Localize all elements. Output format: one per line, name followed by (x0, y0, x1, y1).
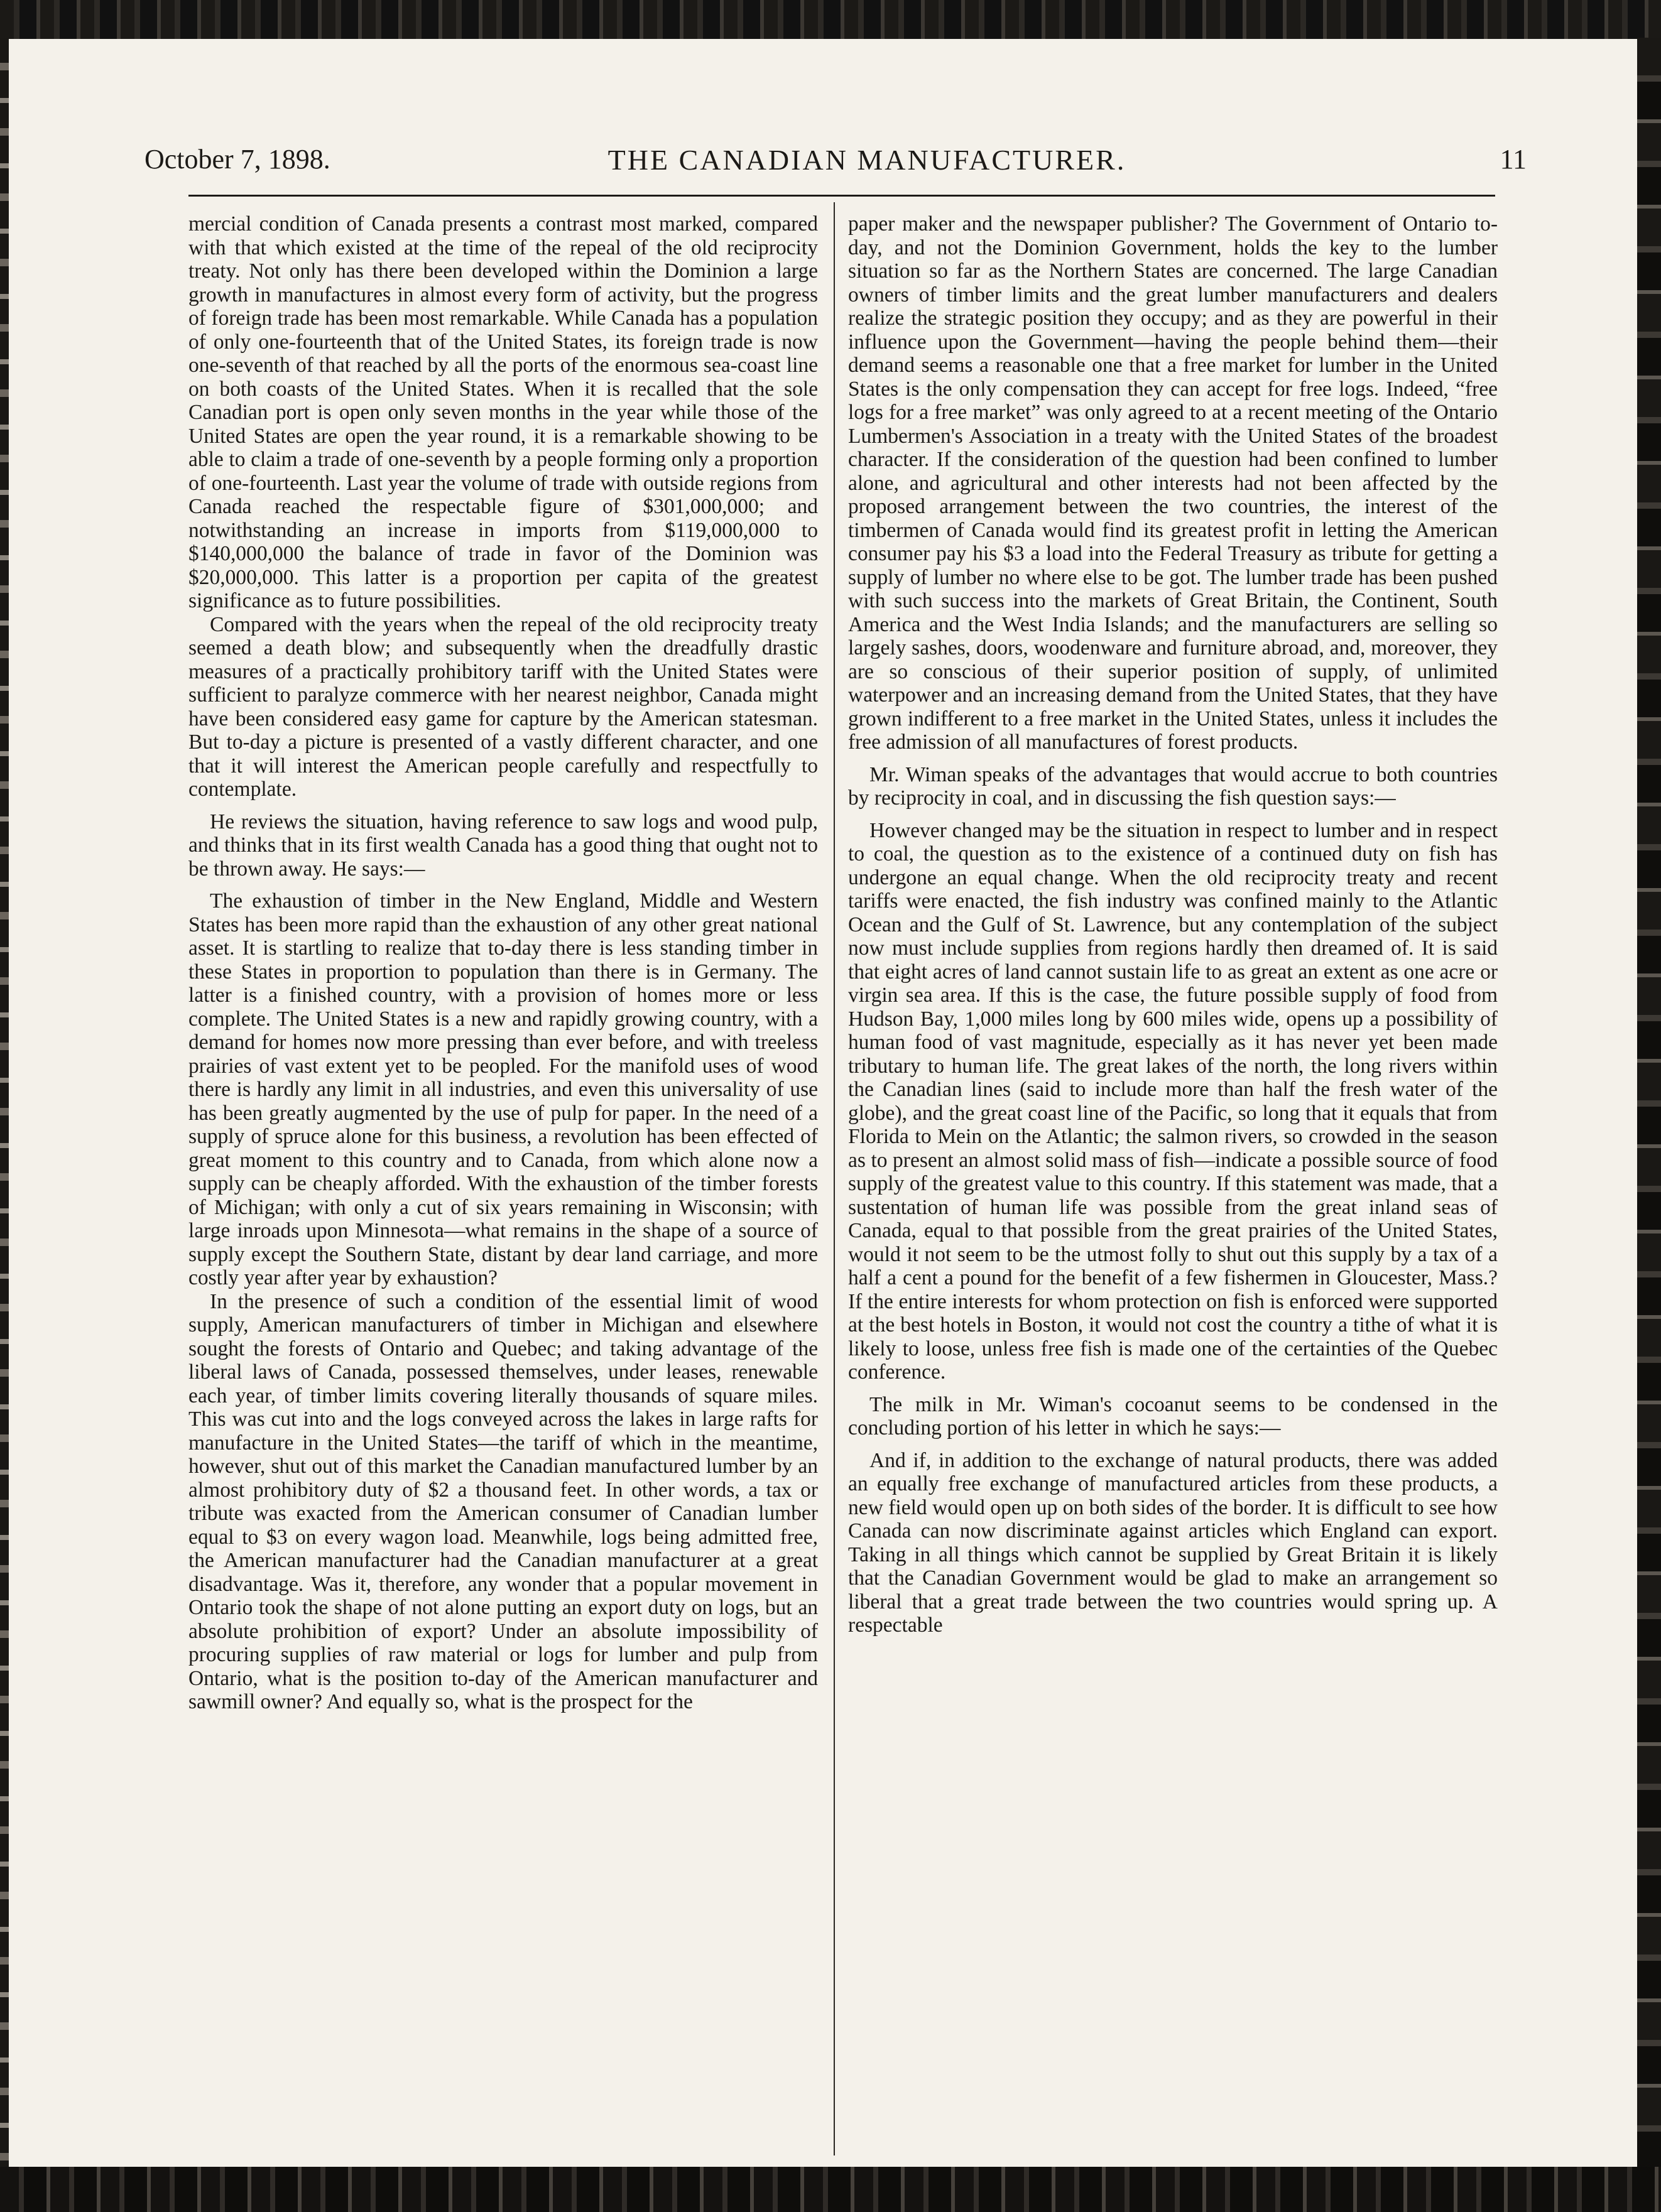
paragraph: In the presence of such a condition of the essential limit of wood supply, American manufacturers of timber in Michigan and elsewhere sought the forests of Ontario and Quebec; and taking advantage of the liberal laws of Canada, possessed themselves, under leases, renewable each year, of timber limits covering literally thousands of square miles. This was cut into and the logs conveyed across the lakes in large rafts for manufacture in the United States—the tariff of which in the meantime, however, shut out of this market the Canadian manufactured lumber by an almost prohibitory duty of $2 a thousand feet. In other words, a tax or tribute was exacted from the American consumer of Canadian lumber equal to $3 on every wagon load. Meanwhile, logs being admitted free, the American manufacturer had the Canadian manufacturer at a great disadvantage. Was it, therefore, any wonder that a popular movement in Ontario took the shape of not alone putting an export duty on logs, but an absolute prohibition of export? Under an absolute impossibility of procuring supplies of raw material or logs for lumber and pulp from Ontario, what is the position to-day of the American manufacturer and sawmill owner? And equally so, what is the prospect for the (188, 1289, 818, 1713)
running-head (144, 143, 1527, 187)
paragraph: The exhaustion of timber in the New England, Middle and Western States has been more rapid than the exhaustion of any other great national asset. It is startling to realize that to-day there is less standing timber in these States in proportion to population than there is in Germany. The latter is a finished country, with a provision of homes more or less complete. The United States is a new and rapidly growing country, with a demand for homes now more pressing than ever before, and with treeless prairies of vast extent yet to be peopled. For the manifold uses of wood there is hardly any limit in all industries, and even this universality of use has been greatly augmented by the use of pulp for paper. In the need of a supply of spruce alone for this business, a revolution has been effected of great moment to this country and to Canada, from which alone now a supply can be cheaply afforded. With the exhaustion of the timber forests of Michigan; with only a cut of six years remaining in Wisconsin; with large inroads upon Minnesota—what remains in the shape of a source of supply except the Southern State, distant by dear land carriage, and more costly year after year by exhaustion? (188, 889, 818, 1289)
paragraph: And if, in addition to the exchange of natural products, there was added an equally free exchange of manufactured articles from these products, a new field would open up on both sides of the border. It is difficult to see how Canada can now discriminate against articles which England can export. Taking in all things which cannot be supplied by Great Britain it is likely that the Canadian Government would be glad to make an arrangement so liberal that a great trade between the two countries would spring up. A respectable (848, 1448, 1498, 1637)
header-rule (188, 195, 1495, 197)
column-rule (834, 202, 835, 2155)
page-number: 11 (1500, 144, 1527, 175)
left-column (188, 212, 818, 2159)
paragraph: Mr. Wiman speaks of the advantages that would accrue to both countries by reciprocity in coal, and in discussing the fish question says:— (848, 762, 1498, 810)
paragraph: The milk in Mr. Wiman's cocoanut seems to be condensed in the concluding portion of his letter in which he says:— (848, 1392, 1498, 1439)
right-column (848, 212, 1498, 2159)
paragraph: However changed may be the situation in respect to lumber and in respect to coal, the question as to the existence of a continued duty on fish has undergone an equal change. When the old reciprocity treaty and recent tariffs were enacted, the fish industry was confined mainly to the Atlantic Ocean and the Gulf of St. Lawrence, but any contemplation of the subject now must include supplies from regions hardly then dreamed of. It is said that eight acres of land cannot sustain life to as great an extent as one acre or virgin sea area. If this is the case, the future possible supply of food from Hudson Bay, 1,000 miles long by 600 miles wide, opens up a possibility of human food of vast magnitude, especially as it has never yet been made tributary to human life. The great lakes of the north, the long rivers within the Canadian lines (said to include more than half the fresh water of the globe), and the great coast line of the Pacific, so long that it equals that from Florida to Mein on the Atlantic; the salmon rivers, so crowded in the season as to present an almost solid mass of fish—indicate a possible source of food supply of the greatest value to this country. If this statement was made, that a sustentation of human life was possible from the great inland seas of Canada, equal to that possible from the great prairies of the United States, would it not seem to be the utmost folly to shut out this supply by a tax of a half a cent a pound for the benefit of a few fishermen in Gloucester, Mass.? If the entire interests for whom protection on fish is enforced were supported at the best hotels in Boston, it would not cost the country a tithe of what it is likely to loose, unless free fish is made one of the certainties of the Quebec conference. (848, 818, 1498, 1384)
scan-left-edge (0, 38, 9, 2167)
paragraph: He reviews the situation, having reference to saw logs and wood pulp, and thinks that in its first wealth Canada has a good thing that ought not to be thrown away. He says:— (188, 810, 818, 881)
paragraph: mercial condition of Canada presents a contrast most marked, compared with that which existed at the time of the repeal of the old reciprocity treaty. Not only has there been developed within the Dominion a large growth in manufactures in almost every form of activity, but the progress of foreign trade has been most remarkable. While Canada has a population of only one-fourteenth that of the United States, its foreign trade is now one-seventh of that reached by all the ports of the enormous sea-coast line on both coasts of the United States. When it is recalled that the sole Canadian port is open only seven months in the year while those of the United States are open the year round, it is a remarkable showing to be able to claim a trade of one-seventh by a people forming only a proportion of one-fourteenth. Last year the volume of trade with outside regions from Canada reached the respectable figure of $301,000,000; and notwithstanding an increase in imports from $119,000,000 to $140,000,000 the balance of trade in favor of the Dominion was $20,000,000. This latter is a proportion per capita of the greatest significance as to future possibilities. (188, 212, 818, 612)
scan-top-edge (0, 0, 1661, 39)
scan-right-edge (1637, 38, 1661, 2167)
paragraph: paper maker and the newspaper publisher? The Government of Ontario to-day, and not the Dominion Government, holds the key to the lumber situation so far as the Northern States are concerned. The large Canadian owners of timber limits and the great lumber manufacturers and dealers realize the strategic position they occupy; and as they are powerful in their influence upon the Government—having the people behind them—their demand seems a reasonable one that a free market for lumber in the United States is the only compensation they can accept for free logs. Indeed, “free logs for a free market” was only agreed to at a recent meeting of the Ontario Lumbermen's Association in a treaty with the United States of the broadest character. If the consideration of the question had been confined to lumber alone, and agricultural and other interests had not been affected by the proposed arrangement between the two countries, the interest of the timbermen of Canada would find its greatest profit in letting the American consumer pay his $3 a load into the Federal Treasury as tribute for getting a supply of lumber no where else to be got. The lumber trade has been pushed with such success into the markets of Great Britain, the Continent, South America and the West India Islands; and the manufacturers are selling so largely sashes, doors, woodenware and furniture abroad, and, moreover, they are so conscious of their superior position of supply, of unlimited waterpower and an increasing demand from the United States, that they have grown indifferent to a free market in the United States, unless it includes the free admission of all manufactures of forest products. (848, 212, 1498, 754)
scan-bottom-edge (0, 2167, 1661, 2212)
issue-date: October 7, 1898. (144, 144, 330, 175)
publication-title: THE CANADIAN MANUFACTURER. (607, 144, 1126, 176)
paragraph: Compared with the years when the repeal of the old reciprocity treaty seemed a death blow; and subsequently when the dreadfully drastic measures of a practically prohibitory tariff with the United States were sufficient to paralyze commerce with her nearest neighbor, Canada might have been considered easy game for capture by the American statesman. But to-day a picture is presented of a vastly different character, and one that it will interest the American people carefully and respectfully to contemplate. (188, 612, 818, 801)
